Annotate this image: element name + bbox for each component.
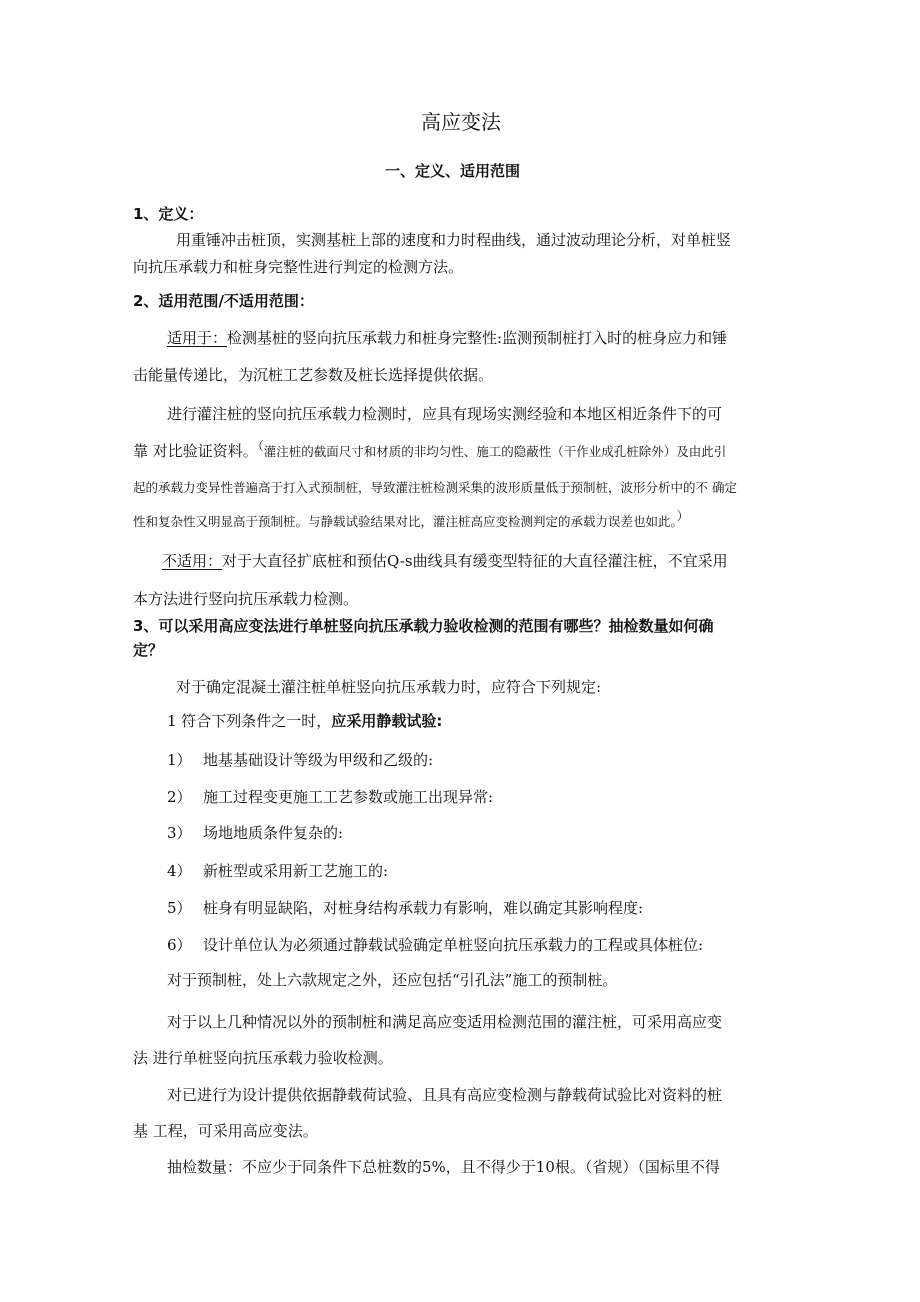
list-item-text: 新桩型或采用新工艺施工的: (203, 862, 389, 880)
list-item-text: 施工过程变更施工工艺参数或施工出现异常: (203, 788, 494, 806)
list-item (167, 787, 493, 807)
design-basis-line-2: 基 工程，可采用高应变法。 (133, 1122, 318, 1140)
bored-pile-text: 靠 对比验证资料。 (133, 442, 258, 460)
other-case-line-1: 对于以上几种情况以外的预制桩和满足高应变适用检测范围的灌注桩，可采用高应变 (167, 1013, 723, 1031)
applicable-label: 适用于： (167, 329, 228, 347)
list-item-text: 地基基础设计等级为甲级和乙级的: (203, 751, 434, 769)
list-item-text: 设计单位认为必须通过静载试验确定单桩竖向抗压承载力的工程或具体桩位: (203, 936, 704, 954)
note-line-1: 灌注桩的截面尺寸和材质的非均匀性、施工的隐蔽性（干作业成孔桩除外）及由此引 (263, 444, 727, 459)
section3-heading-line-2: 定？ (133, 641, 164, 659)
list-item-text: 场地地质条件复杂的: (203, 824, 344, 842)
list-item-number: 5） (167, 899, 192, 917)
rule-1-line (167, 711, 442, 731)
bored-pile-line-1: 进行灌注桩的竖向抗压承载力检测时，应具有现场实测经验和本地区相近条件下的可 (167, 405, 723, 423)
applicable-line-2: 击能量传递比，为沉桩工艺参数及桩长选择提供依据。 (133, 366, 494, 384)
note-line-2: 起的承载力变异性普遍高于打入式预制桩，导致灌注桩检测采集的波形质量低于预制桩，波形分析中的不 确定 (133, 480, 737, 495)
note-line-3 (133, 509, 689, 531)
not-applicable-line-1 (162, 551, 728, 571)
applicable-line-1 (167, 328, 727, 348)
definition-heading: 1、定义： (133, 205, 204, 223)
list-item (167, 935, 703, 955)
rule-1-bold: 应采用静载试验: (331, 712, 443, 730)
scope-heading: 2、适用范围/不适用范围： (133, 292, 314, 310)
applicable-text: 检测基桩的竖向抗压承载力和桩身完整性:监测预制桩打入时的桩身应力和锤 (227, 329, 728, 347)
definition-line-2: 向抗压承载力和桩身完整性进行判定的检测方法。 (133, 258, 464, 276)
section3-heading-line-1: 3、可以采用高应变法进行单桩竖向抗压承载力验收检测的范围有哪些？抽检数量如何确 (133, 617, 714, 635)
design-basis-line-1: 对已进行为设计提供依据静载荷试验、且具有高应变检测与静载荷试验比对资料的桩 (167, 1086, 723, 1104)
precast-note-line: 对于预制桩，处上六款规定之外，还应包括“引孔法”施工的预制桩。 (167, 971, 618, 989)
list-item-number: 2） (167, 788, 192, 806)
section-heading-definition-scope: 一、定义、适用范围 (385, 162, 521, 180)
not-applicable-line-2: 本方法进行竖向抗压承载力检测。 (133, 590, 359, 608)
list-item (167, 750, 433, 770)
definition-line-1: 用重锤冲击桩顶，实测基桩上部的速度和力时程曲线，通过波动理论分析，对单桩竖 (176, 231, 732, 249)
note-open-paren: （ (257, 439, 264, 453)
document-title: 高应变法 (421, 110, 501, 134)
note-close-paren: ） (676, 509, 689, 523)
other-case-line-2: 法 进行单桩竖向抗压承载力验收检测。 (133, 1049, 393, 1067)
list-item (167, 898, 643, 918)
list-item (167, 823, 343, 843)
bored-pile-line-2 (133, 441, 726, 462)
list-item-text: 桩身有明显缺陷，对桩身结构承载力有影响，难以确定其影响程度: (203, 899, 644, 917)
list-item-number: 1） (167, 751, 192, 769)
list-item-number: 6） (167, 936, 192, 954)
not-applicable-label: 不适用： (162, 552, 223, 570)
sampling-quantity-line: 抽检数量：不应少于同条件下总桩数的5%，且不得少于10根。（省规）（国标里不得 (167, 1158, 720, 1176)
not-applicable-text: 对于大直径扩底桩和预估Q-s曲线具有缓变型特征的大直径灌注桩，不宜采用 (222, 552, 728, 570)
rule-1-prefix: 1 符合下列条件之一时， (167, 712, 332, 730)
list-item-number: 3） (167, 824, 192, 842)
list-item (167, 861, 388, 881)
note-line-3-text: 性和复杂性又明显高于预制桩。与静载试验结果对比，灌注桩高应变检测判定的承载力误差也如此。 (133, 514, 677, 529)
list-item-number: 4） (167, 862, 192, 880)
intro-line: 对于确定混凝土灌注桩单桩竖向抗压承载力时，应符合下列规定: (176, 678, 602, 696)
